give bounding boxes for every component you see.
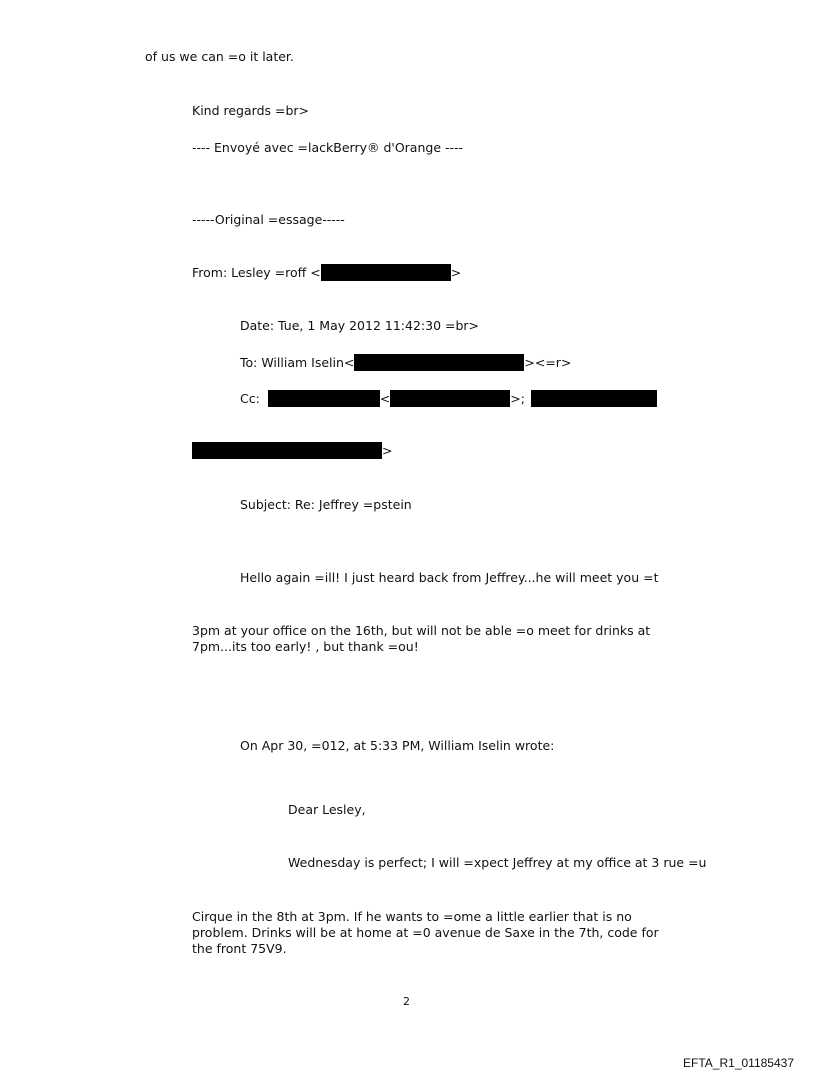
subject-line: Subject: Re: Jeffrey =pstein — [240, 497, 412, 512]
redaction-block — [192, 442, 382, 459]
body-line: Wednesday is perfect; I will =xpect Jeffrey at my office at 3 rue =u — [288, 855, 707, 870]
to-label: To: William Iselin< — [240, 355, 355, 370]
cc-label: Cc: — [240, 391, 260, 406]
from-line — [192, 264, 461, 281]
text-line: of us we can =o it later. — [145, 49, 294, 64]
greeting-line: Dear Lesley, — [288, 802, 366, 817]
signoff-line: Kind regards =br> — [192, 103, 310, 118]
redaction-block — [531, 390, 657, 407]
redaction-block — [354, 354, 524, 371]
from-label: From: Lesley =roff < — [192, 265, 321, 280]
body-line: problem. Drinks will be at home at =0 avenue de Saxe in the 7th, code for — [192, 925, 659, 940]
cc-close: >; — [510, 391, 525, 406]
to-line — [240, 354, 571, 371]
cc-bracket: < — [379, 391, 391, 406]
redaction-block — [268, 390, 380, 407]
signature-line: ---- Envoyé avec =lackBerry® d'Orange ---- — [192, 140, 464, 155]
body-line: Hello again =ill! I just heard back from Jeffrey...he will meet you =t — [240, 570, 659, 585]
from-close: > — [450, 265, 462, 280]
date-line: Date: Tue, 1 May 2012 11:42:30 =br> — [240, 318, 480, 333]
redaction-block — [390, 390, 510, 407]
cc-continuation-close: > — [382, 443, 393, 458]
original-message-header: -----Original =essage----- — [192, 212, 345, 227]
cc-continuation-line — [192, 442, 392, 459]
to-close: ><=r> — [524, 355, 572, 370]
body-line: Cirque in the 8th at 3pm. If he wants to =ome a little earlier that is no — [192, 909, 632, 924]
body-line: 7pm...its too early! , but thank =ou! — [192, 639, 419, 654]
page-number: 2 — [403, 995, 410, 1008]
body-line: 3pm at your office on the 16th, but will not be able =o meet for drinks at — [192, 623, 651, 638]
document-id: EFTA_R1_01185437 — [683, 1056, 794, 1070]
redaction-block — [321, 264, 451, 281]
quote-header-line: On Apr 30, =012, at 5:33 PM, William Iselin wrote: — [240, 738, 555, 753]
cc-line — [240, 390, 657, 407]
body-line: the front 75V9. — [192, 941, 287, 956]
